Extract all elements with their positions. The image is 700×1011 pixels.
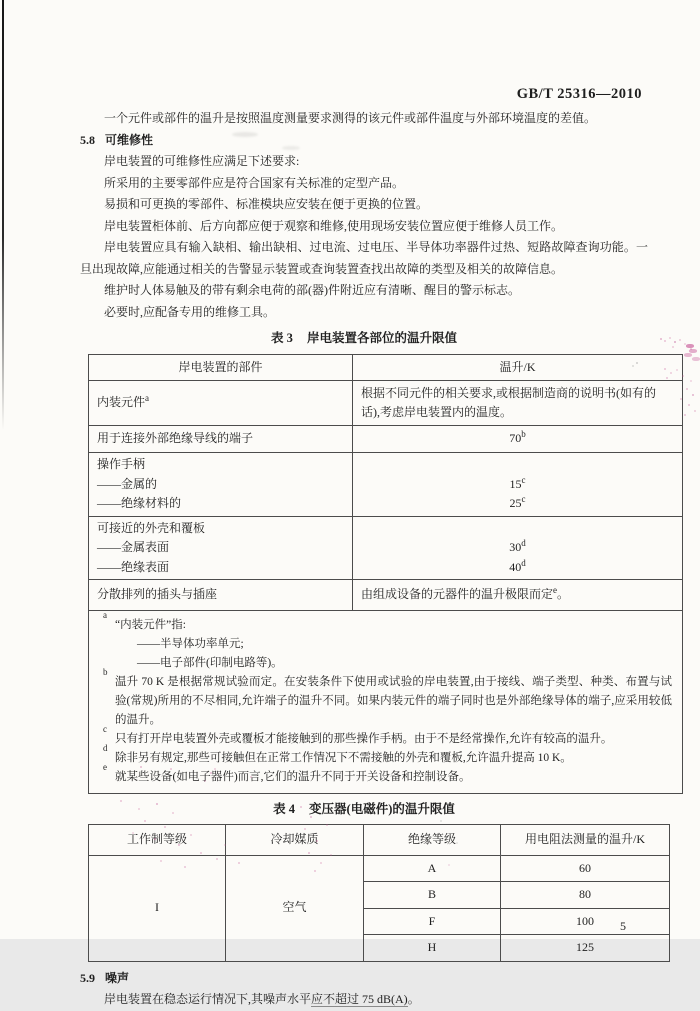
table3-header-row — [89, 354, 683, 381]
part-cell: 操作手柄 ——金属的 ——绝缘材料的 — [89, 453, 353, 517]
part-cell: 可接近的外壳和覆板 ——金属表面 ——绝缘表面 — [89, 516, 353, 580]
footnote-ref-e: e — [553, 585, 558, 596]
scan-smudge — [232, 132, 258, 137]
table3-row-plugs-sockets — [89, 580, 683, 611]
footnote-ref-d: d — [521, 538, 526, 548]
table4-header-rise: 用电阻法测量的温升/K — [501, 824, 670, 855]
paragraph: 岸电装置的可维修性应满足下述要求: — [104, 154, 300, 168]
section-5-8-heading — [80, 130, 648, 152]
rise-cell: 15$^c$ 25$^c$ — [353, 453, 683, 517]
footnote-b: b 温升 70 K 是根据常规试验而定。在安装条件下使用或试验的岸电装置,由于接线、端子类型、种类、布置与试验(常规)所用的不尽相同,允许端子的温升不同。如果内装元件的端子同时也是外部绝缘导体的端子,应采用较低的温升。 — [103, 667, 672, 726]
rise-value-cell: 125 — [501, 935, 670, 962]
table3-caption-title: 岸电装置各部位的温升限值 — [306, 331, 457, 345]
coolant-cell: 空气 — [226, 855, 364, 961]
scan-mark — [686, 344, 694, 348]
paragraph: 维护时人体易触及的带有剩余电荷的部(器)件附近应有清晰、醒目的警示标志。 — [104, 283, 520, 297]
page-content — [80, 108, 672, 1011]
rise-value-cell: 100 — [501, 908, 670, 935]
scan-mark — [664, 368, 666, 370]
table4-header-duty: 工作制等级 — [89, 824, 226, 855]
paragraph: 岸电装置应具有输入缺相、输出缺相、过电流、过电压、半导体功率器件过热、短路故障查询功能。一旦出现故障,应能通过相关的告警显示装置或查询装置查找出故障的类型及相关的故障信息。 — [80, 240, 648, 276]
part-cell: 分散排列的插头与插座 — [89, 580, 353, 611]
footnote-a: a “内装元件”指: ——半导体功率单元; ——电子部件(印制电路等)。 — [101, 616, 672, 673]
footnote-d: d 除非另有规定,那些可接触但在正常工作情况下不需接触的外壳和覆板,允许温升提高 10 K。 — [103, 743, 572, 764]
scan-mark — [440, 820, 442, 822]
page-number: 5 — [620, 919, 626, 933]
rise-cell: 根据不同元件的相关要求,或根据制造商的说明书(如有的话),考虑岸电装置内的温度。 — [353, 381, 683, 426]
table3-caption-label: 表 3 — [271, 331, 293, 345]
footnote-c: c 只有打开岸电装置外壳或覆板才能接触到的那些操作手柄。由于不是经常操作,允许有较高的温升。 — [103, 724, 613, 745]
scan-mark — [660, 338, 662, 340]
table4-header-insulation: 绝缘等级 — [364, 824, 501, 855]
scan-mark — [120, 800, 122, 802]
paragraph: 必要时,应配备专用的维修工具。 — [104, 304, 276, 319]
paragraph: 所采用的主要零部件应是符合国家有关标准的定型产品。 — [104, 175, 405, 190]
footnote-e: e 就某些设备(如电子器件)而言,它们的温升不同于开关设备和控制设备。 — [103, 762, 471, 783]
insulation-grade-cell: F — [364, 908, 501, 935]
footnote-a-item: ——半导体功率单元; — [137, 638, 244, 650]
section-number: 5.8 — [80, 132, 95, 147]
part-cell: 用于连接外部绝缘导线的端子 — [89, 426, 353, 453]
footnote-a-item: ——电子部件(印制电路等)。 — [137, 657, 283, 669]
table3-header-part: 岸电装置的部件 — [89, 354, 353, 381]
table3-row-internal-components — [89, 381, 683, 426]
table3-caption — [80, 328, 648, 350]
table3-header-rise: 温升/K — [353, 354, 683, 381]
table4-caption — [80, 799, 648, 821]
duty-class-cell: I — [89, 855, 226, 961]
table3-footnotes-row — [89, 611, 683, 794]
table4 — [88, 824, 670, 962]
table3-footnotes — [89, 611, 683, 794]
footnote-ref-c: c — [521, 474, 526, 485]
standard-code: GB/T 25316—2010 — [516, 86, 642, 102]
section-title: 噪声 — [105, 970, 130, 985]
table4-caption-label: 表 4 — [273, 802, 296, 816]
footnote-ref-b: b — [521, 429, 526, 440]
table4-header-coolant: 冷却媒质 — [226, 824, 364, 855]
scan-mark — [636, 362, 638, 364]
table3-row-terminals — [89, 426, 683, 453]
paragraph: 岸电装置柜体前、后方向都应便于观察和维修,使用现场安装位置应便于维修人员工作。 — [104, 218, 564, 233]
underlined-phrase: 应不超过 75 dB(A) — [311, 992, 408, 1006]
table3 — [88, 354, 683, 795]
section-5-9-heading — [80, 968, 648, 990]
scan-mark — [300, 806, 302, 808]
footnote-ref-d: d — [521, 557, 526, 568]
rise-value-cell: 80 — [501, 882, 670, 909]
paragraph: 岸电装置在稳态运行情况下,其噪声水平应不超过 75 dB(A)。 — [104, 992, 420, 1006]
rise-value-cell: 60 — [501, 855, 670, 882]
insulation-grade-cell: H — [364, 935, 501, 962]
scan-edge-line — [2, 0, 4, 430]
footnote-ref-a: a — [145, 393, 150, 404]
section-title: 可维修性 — [105, 132, 154, 147]
insulation-grade-cell: B — [364, 882, 501, 909]
part-cell: 内装元件$^a$ — [89, 381, 353, 426]
table4-header-row — [89, 824, 670, 855]
rise-cell: 70$^b$ — [353, 426, 683, 453]
scan-smudge — [282, 146, 300, 150]
rise-cell: 由组成设备的元器件的温升极限而定$^e$。 — [353, 580, 683, 611]
scan-mark — [140, 766, 142, 768]
rise-cell: 30$^d$ 40$^d$ — [353, 516, 683, 580]
table4-caption-title: 变压器(电磁件)的温升限值 — [309, 802, 455, 816]
footnote-ref-c: c — [521, 494, 526, 504]
intro-paragraph: 一个元件或部件的温升是按照温度测量要求测得的该元件或部件温度与外部环境温度的差值。 — [104, 111, 597, 125]
paragraph: 易损和可更换的零部件、标准模块应安装在便于更换的位置。 — [104, 197, 429, 211]
table4-row — [89, 855, 670, 882]
section-number: 5.9 — [80, 970, 95, 985]
table3-row-handles — [89, 453, 683, 517]
table3-row-enclosures — [89, 516, 683, 580]
insulation-grade-cell: A — [364, 855, 501, 882]
